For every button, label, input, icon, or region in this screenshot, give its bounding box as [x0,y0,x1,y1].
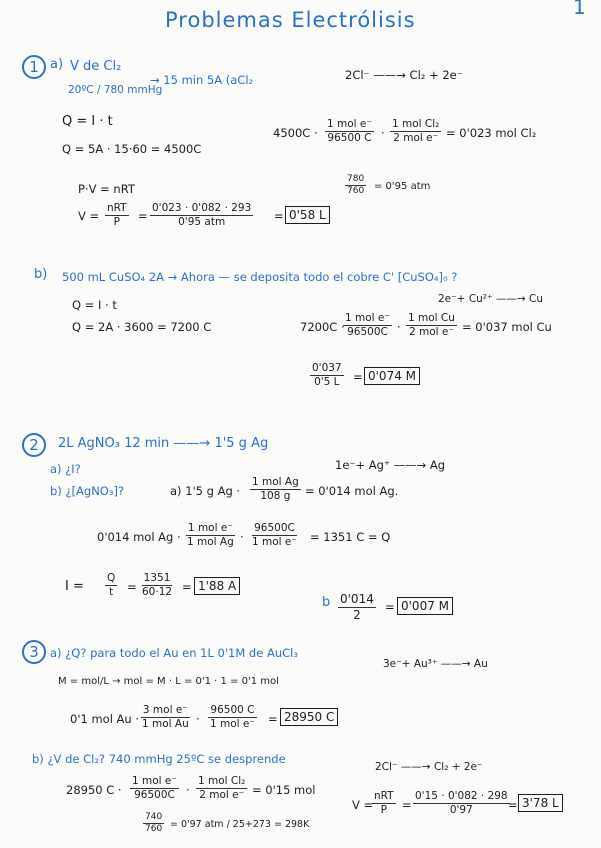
p1-a-label: a) [50,57,64,72]
p1-volume-result: 0'58 L [285,206,330,224]
p1-v-fraction: nRT P [107,202,127,228]
p2-fraction-2: 1 mol e⁻ 1 mol Ag [187,522,234,548]
p1-v-calc-fraction: 0'023 · 0'082 · 293 0'95 atm [152,202,252,228]
p3-question-a: a) ¿Q? para todo el Au en 1L 0'1M de AuCl₃ [50,646,298,660]
p3-pressure-fraction: $\frac{740}{760}$ [145,812,163,834]
p3-mol-start: 28950 C · [66,783,122,797]
p1-fraction-4: 1 mol Cu 2 mol e⁻ [408,312,455,338]
p3-reaction: 3e⁻+ Au³⁺ ——→ Au [383,658,488,670]
p2-current-result: 1'88 A [194,577,240,595]
p3-v-calc-fraction: $\frac{0'15 \cdot 0'082 \cdot 298}{0'97}$ [415,790,508,816]
p1-mol2-result: = 0'037 mol Cu [462,320,552,334]
p1-q-calc: Q = 5A · 15·60 = 4500C [62,142,202,156]
p2-reaction: 1e⁻+ Ag⁺ ——→ Ag [335,458,446,472]
page: Problemas Electrólisis 1 1 a) V de Cl₂ 20ºC / 780 mmHg → 15 min 5A (aCl₂ 2Cl⁻ ——→ Cl₂ + 2e⁻ Q = I · t Q = 5A · 15·60 = 4500C 4500C · 1 mol e⁻ 96500 C · 1 mol Cl₂ 2 mol e⁻ = 0'023 mol Cl₂ $\frac{780}{760}$ = 0'95 atm P·V = nRT V = nRT P = 0'023 · 0'082 · 293 0'95 atm = 0'58 L b) 500 mL CuSO₄ 2A → Ahora — se deposita todo el cobre C' [CuSO₄]₀ ? 2e⁻+ Cu²⁺ ——→ Cu Q = I · t Q = 2A · 3600 = 7200 C 7200C · 1 mol e⁻ 96500C · 1 mol Cu 2 mol e⁻ = 0'037 mol Cu $\frac{0'037}{0'5 L}$ = 0'074 M 2 2L AgNO₃ 12 min ——→ 1'5 g Ag a) ¿I? b) ¿[AgNO₃]? 1e⁻+ Ag⁺ ——→ Ag a) 1'5 g Ag · 1 mol Ag 108 g = 0'014 mol Ag. 0'014 mol Ag · 1 mol e⁻ 1 mol Ag · 96500C 1 mol e⁻ = 1351 C = Q I = $\frac{Q}{t}$ = $\frac{1351}{60\cdot 12}$ = 1'88 A b $\frac{0'014}{2}$ = 0'007 M 3 a) ¿Q? para todo el Au en 1L 0'1M de AuCl₃ 3e⁻+ Au³⁺ ——→ Au M = mol/L → mol = M · L = 0'1 · 1 = 0'1 mol 0'1 mol Au · 3 mol e⁻ 1 mol Au · 96500 C 1 mol e⁻ = 28950 C b) ¿V de Cl₂? 740 mmHg 25ºC se desprende 2Cl⁻ ——→ Cl₂ + 2e⁻ 28950 C · 1 mol e⁻ 96500C · 1 mol Cl₂ 2 mol e⁻ = 0'15 mol V = nRT P = $\frac{0'15 \cdot 0'082 \cdot 298}{0'97}$ = 3'78 L $\frac{740}{760}$ = 0'97 atm / 25+273 = 298K [0,0,601,848]
page-number: 1 [573,0,586,19]
p1-q-formula: Q = I · t [62,114,113,129]
p3-q-start: 0'1 mol Au · [70,712,140,726]
p3-charge-result: 28950 C [280,708,338,726]
p3-question-b: b) ¿V de Cl₂? 740 mmHg 25ºC se desprende [32,752,286,766]
p2-given: 2L AgNO₃ 12 min ——→ 1'5 g Ag [58,436,269,451]
p1-mol-start: 4500C · [273,126,318,140]
p2-q-start: 0'014 mol Ag · [97,530,181,544]
p2-i-calc-fraction: $\frac{1351}{60\cdot 12}$ [142,572,173,598]
p2-mol-result: = 0'014 mol Ag. [305,484,399,498]
p1-fraction-1: 1 mol e⁻ 96500 C [327,118,372,144]
p1-conditions: 20ºC / 780 mmHg [68,84,163,96]
p1-ideal-gas: P·V = nRT [78,182,135,196]
p3-molarity: M = mol/L → mol = M · L = 0'1 · 1 = 0'1 mol [58,676,279,687]
p3-fraction-2: 96500 C 1 mol e⁻ [210,704,255,730]
p3-volume-result: 3'78 L [518,794,563,812]
p2-b-label: b [322,595,331,610]
p1-mol2-start: 7200C · [300,320,345,334]
p1-reaction: 2Cl⁻ ——→ Cl₂ + 2e⁻ [345,68,463,82]
p3-mol-result: = 0'15 mol [252,783,316,797]
p1-mol-result: = 0'023 mol Cl₂ [446,126,537,140]
p1-fraction-2: 1 mol Cl₂ 2 mol e⁻ [392,118,440,144]
p1-q2-formula: Q = I · t [72,298,117,312]
p3-v-fraction: nRT P [374,790,394,816]
p2-fraction-3: 96500C 1 mol e⁻ [252,522,297,548]
p1-v-label: V = [78,209,100,223]
p2-question-b: b) ¿[AgNO₃]? [50,484,125,498]
p1-given: V de Cl₂ [70,59,122,74]
p1-b-statement: 500 mL CuSO₄ 2A → Ahora — se deposita todo el cobre C' [CuSO₄]₀ ? [62,270,458,284]
p2-i-fraction: $\frac{Q}{t}$ [107,572,116,598]
p3-v-label: V = [352,798,374,812]
p3-fraction-4: 1 mol Cl₂ 2 mol e⁻ [198,775,246,801]
p3-reaction-2: 2Cl⁻ ——→ Cl₂ + 2e⁻ [375,761,483,773]
p1-conc-fraction: $\frac{0'037}{0'5 L}$ [312,362,342,388]
p2-question-a: a) ¿I? [50,462,81,476]
p1-b-label: b) [34,267,48,282]
p1-fraction-3: 1 mol e⁻ 96500C [345,312,390,338]
p3-fraction-3: 1 mol e⁻ 96500C [132,775,177,801]
p2-i-label: I = [65,579,84,594]
p1-current: → 15 min 5A (aCl₂ [150,73,254,87]
problem-1-number: 1 [22,55,46,79]
p3-pressure-result: = 0'97 atm / 25+273 = 298K [170,819,310,830]
p1-cu-reaction: 2e⁻+ Cu²⁺ ——→ Cu [438,293,544,305]
page-title: Problemas Electrólisis [165,8,416,32]
p2-mol-start: a) 1'5 g Ag · [170,484,241,498]
p3-fraction-1: 3 mol e⁻ 1 mol Au [142,704,189,730]
p1-pressure-fraction: $\frac{780}{760}$ [347,174,365,196]
problem-3-number: 3 [22,640,46,664]
p1-q2-calc: Q = 2A · 3600 = 7200 C [72,320,212,334]
p2-q-result: = 1351 C = Q [310,530,391,544]
p2-concentration-result: 0'007 M [397,597,453,615]
p2-conc-fraction: $\frac{0'014}{2}$ [340,592,374,622]
p1-pressure-result: = 0'95 atm [374,181,431,192]
problem-2-number: 2 [22,433,46,457]
p1-concentration-result: 0'074 M [364,367,420,385]
p2-fraction-1: 1 mol Ag 108 g [252,476,299,502]
